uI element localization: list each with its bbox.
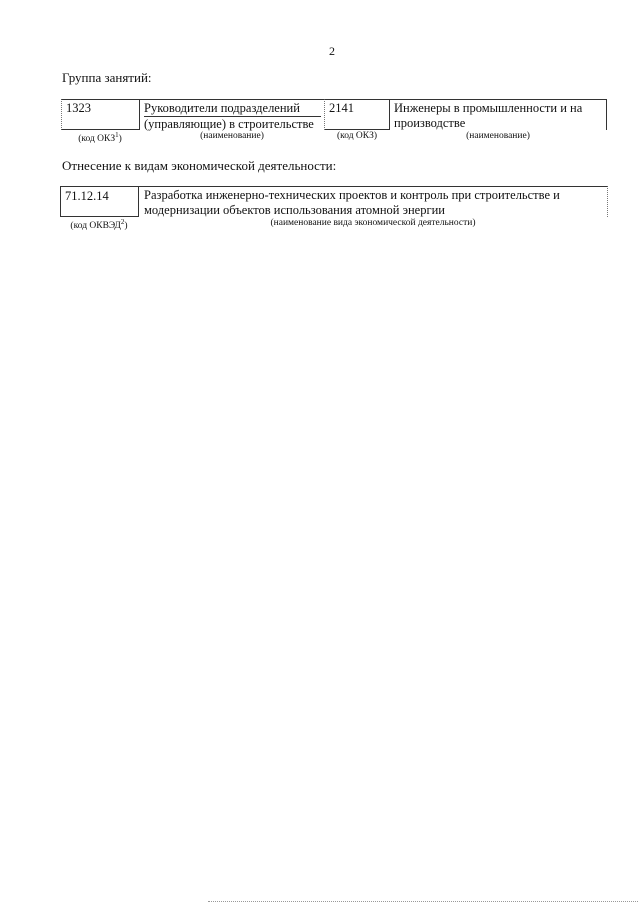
okved-name-line-2: модернизации объектов использования атомной энергии xyxy=(144,203,445,217)
scan-edge-line xyxy=(208,901,638,902)
okved-code-cell: 71.12.14 xyxy=(60,186,138,217)
caption-okz-code-1-text: (код ОКЗ xyxy=(78,134,116,145)
okz-name-cell-2 xyxy=(389,99,607,130)
page-number: 2 xyxy=(329,44,335,58)
caption-okz-code-1-close: ) xyxy=(118,134,122,145)
caption-okved-name: (наименование вида экономической деятельности) xyxy=(270,218,476,228)
caption-okved-code-text: (код ОКВЭД xyxy=(70,221,121,232)
economic-activity-captions xyxy=(60,218,608,231)
economic-activity-table xyxy=(60,186,608,217)
caption-okz-name-2: (наименование) xyxy=(466,131,530,141)
okved-name-cell xyxy=(138,186,608,217)
okz-name-1-line-2: (управляющие) в строительстве xyxy=(144,117,314,131)
okz-name-2-line-1: Инженеры в промышленности и на xyxy=(394,101,583,115)
footnote-ref-2: 2 xyxy=(120,218,125,226)
occupation-group-heading: Группа занятий: xyxy=(62,70,152,85)
okz-name-1-line-1: Руководители подразделений xyxy=(144,101,321,117)
caption-okz-name-1: (наименование) xyxy=(200,131,264,141)
footnote-ref-1: 1 xyxy=(115,131,119,139)
caption-okz-code-2: (код ОКЗ) xyxy=(336,131,378,141)
okz-code-cell-1: 1323 xyxy=(61,99,139,130)
okz-name-cell-1 xyxy=(139,99,325,130)
occupation-group-captions xyxy=(61,131,607,144)
okz-name-2-line-2: производстве xyxy=(394,116,466,130)
occupation-group-table xyxy=(61,99,607,130)
economic-activity-heading: Отнесение к видам экономической деятельности: xyxy=(62,158,337,173)
okz-code-cell-2: 2141 xyxy=(325,99,389,130)
okved-name-line-1: Разработка инженерно-технических проектов и контроль при строительстве и xyxy=(144,188,560,202)
caption-okved-code xyxy=(60,218,138,231)
caption-okz-code-1 xyxy=(61,131,139,144)
caption-okved-code-close: ) xyxy=(124,221,128,232)
